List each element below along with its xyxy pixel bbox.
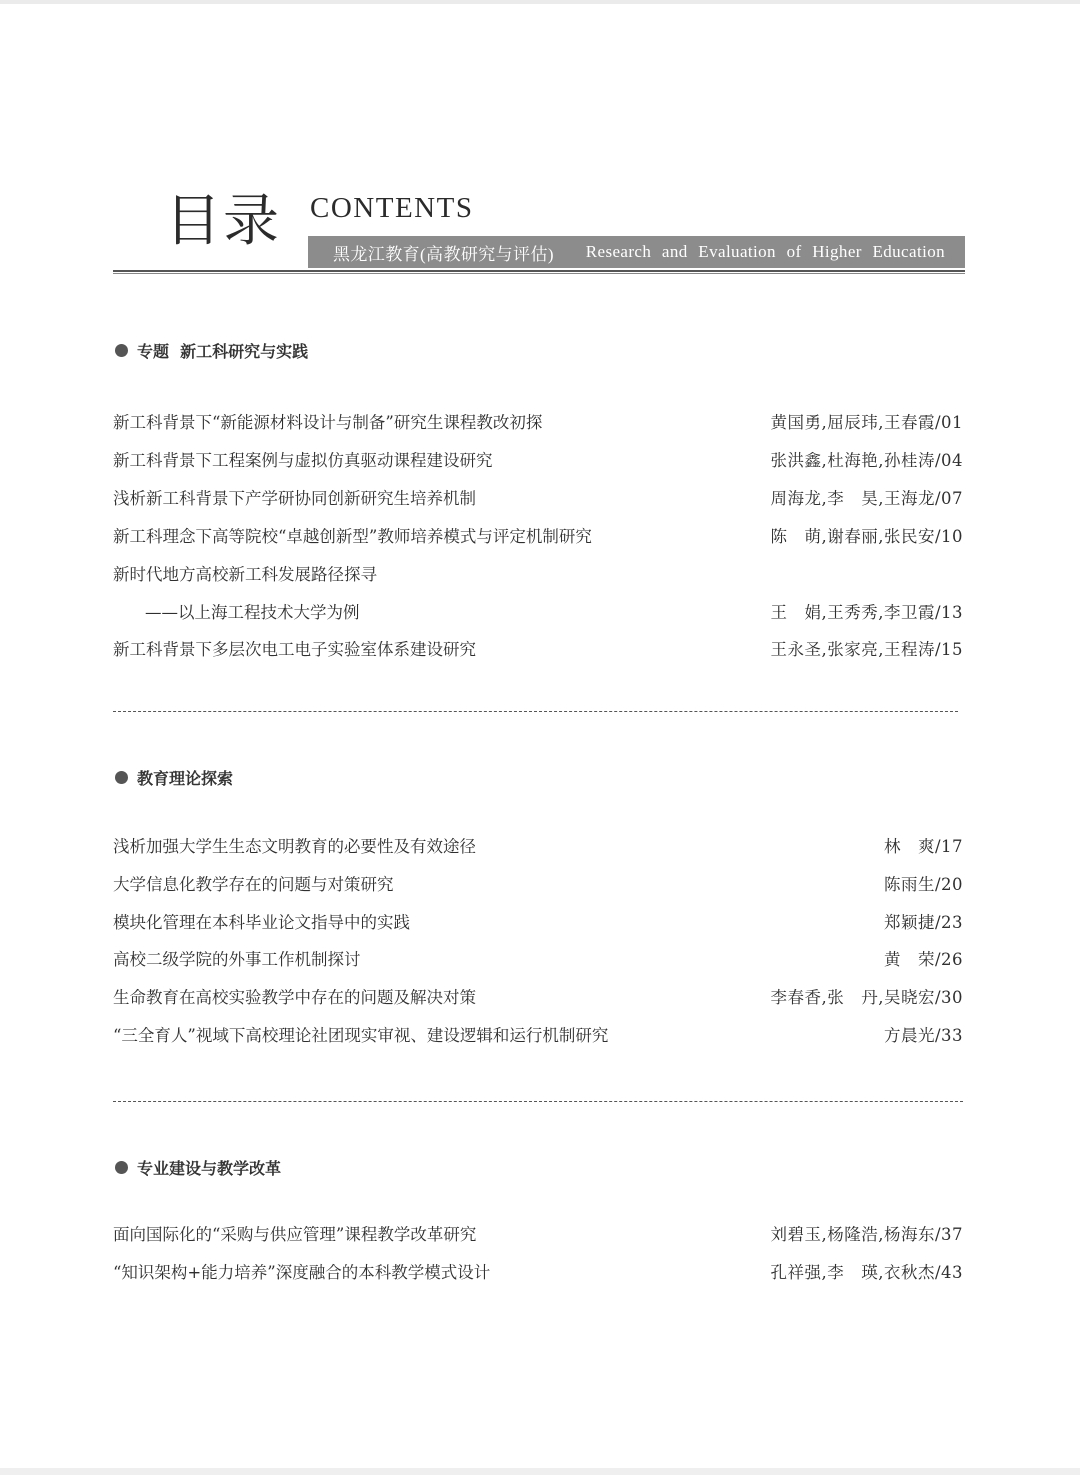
section-divider <box>113 711 958 712</box>
section-heading-label: 专题 新工科研究与实践 <box>137 342 309 361</box>
article-title: “知识架构+能力培养”深度融合的本科教学模式设计 <box>113 1263 491 1282</box>
page-bottom-edge <box>0 1468 1080 1475</box>
toc-entry-subtitle[interactable] <box>113 599 963 623</box>
section-heading-label: 专业建设与教学改革 <box>137 1159 282 1178</box>
article-title: 高校二级学院的外事工作机制探讨 <box>113 950 361 969</box>
toc-entry[interactable] <box>113 409 963 433</box>
toc-entry[interactable] <box>113 946 963 970</box>
article-authors-page: 李春香,张 丹,吴晓宏/30 <box>770 988 963 1007</box>
article-authors-page: 王永圣,张家亮,王程涛/15 <box>770 640 963 659</box>
bullet-icon <box>115 771 128 784</box>
header-rule <box>113 270 965 272</box>
article-title: 新工科背景下“新能源材料设计与制备”研究生课程教改初探 <box>113 413 543 432</box>
journal-name-en: Research and Evaluation of Higher Education <box>585 242 945 261</box>
toc-entry[interactable] <box>113 636 963 660</box>
toc-entry[interactable] <box>113 1221 963 1245</box>
toc-entry[interactable] <box>113 984 963 1008</box>
journal-name-cn: 黑龙江教育(高教研究与评估) <box>333 244 554 264</box>
article-title: 生命教育在高校实验教学中存在的问题及解决对策 <box>113 988 476 1007</box>
section-heading-new-engineering <box>115 339 308 362</box>
toc-entry[interactable] <box>113 561 963 585</box>
header-rule-secondary <box>113 273 965 274</box>
article-authors-page: 周海龙,李 昊,王海龙/07 <box>770 489 963 508</box>
article-title: 新工科理念下高等院校“卓越创新型”教师培养模式与评定机制研究 <box>113 527 592 546</box>
page-title-en: CONTENTS <box>310 192 474 224</box>
toc-entry[interactable] <box>113 833 963 857</box>
section-divider <box>113 1101 963 1102</box>
article-title: 大学信息化教学存在的问题与对策研究 <box>113 875 394 894</box>
toc-entry[interactable] <box>113 871 963 895</box>
section-heading-program-reform <box>115 1156 281 1179</box>
toc-entry[interactable] <box>113 909 963 933</box>
toc-entry[interactable] <box>113 447 963 471</box>
article-authors-page: 刘碧玉,杨隆浩,杨海东/37 <box>770 1225 963 1244</box>
toc-entry[interactable] <box>113 485 963 509</box>
page-title-cn: 目录 <box>165 189 281 254</box>
article-title: 新时代地方高校新工科发展路径探寻 <box>113 565 377 584</box>
page-top-edge <box>0 0 1080 4</box>
section-heading-education-theory <box>115 766 233 789</box>
article-authors-page: 陈 萌,谢春丽,张民安/10 <box>770 527 963 546</box>
article-authors-page: 张洪鑫,杜海艳,孙桂涛/04 <box>770 451 963 470</box>
article-authors-page: 黄 荣/26 <box>883 950 963 969</box>
article-authors-page: 陈雨生/20 <box>883 875 963 894</box>
bullet-icon <box>115 1161 128 1174</box>
toc-entry[interactable] <box>113 1022 963 1046</box>
article-authors-page: 王 娟,王秀秀,李卫霞/13 <box>770 603 963 622</box>
bullet-icon <box>115 344 128 357</box>
journal-banner <box>308 236 965 268</box>
section-heading-label: 教育理论探索 <box>137 769 234 788</box>
article-subtitle: ——以上海工程技术大学为例 <box>145 603 360 622</box>
article-title: 新工科背景下工程案例与虚拟仿真驱动课程建设研究 <box>113 451 493 470</box>
article-authors-page: 林 爽/17 <box>883 837 963 856</box>
article-title: “三全育人”视域下高校理论社团现实审视、建设逻辑和运行机制研究 <box>113 1026 609 1045</box>
article-title: 新工科背景下多层次电工电子实验室体系建设研究 <box>113 640 476 659</box>
toc-entry[interactable] <box>113 1259 963 1283</box>
contents-header <box>113 180 965 280</box>
article-authors-page: 孔祥强,李 瑛,衣秋杰/43 <box>770 1263 963 1282</box>
toc-entry[interactable] <box>113 523 963 547</box>
article-authors-page: 方晨光/33 <box>883 1026 963 1045</box>
article-title: 浅析新工科背景下产学研协同创新研究生培养机制 <box>113 489 476 508</box>
article-title: 面向国际化的“采购与供应管理”课程教学改革研究 <box>113 1225 477 1244</box>
article-title: 浅析加强大学生生态文明教育的必要性及有效途径 <box>113 837 476 856</box>
article-authors-page: 郑颖捷/23 <box>883 913 963 932</box>
article-authors-page: 黄国勇,屈辰玮,王春霞/01 <box>770 413 963 432</box>
article-title: 模块化管理在本科毕业论文指导中的实践 <box>113 913 410 932</box>
